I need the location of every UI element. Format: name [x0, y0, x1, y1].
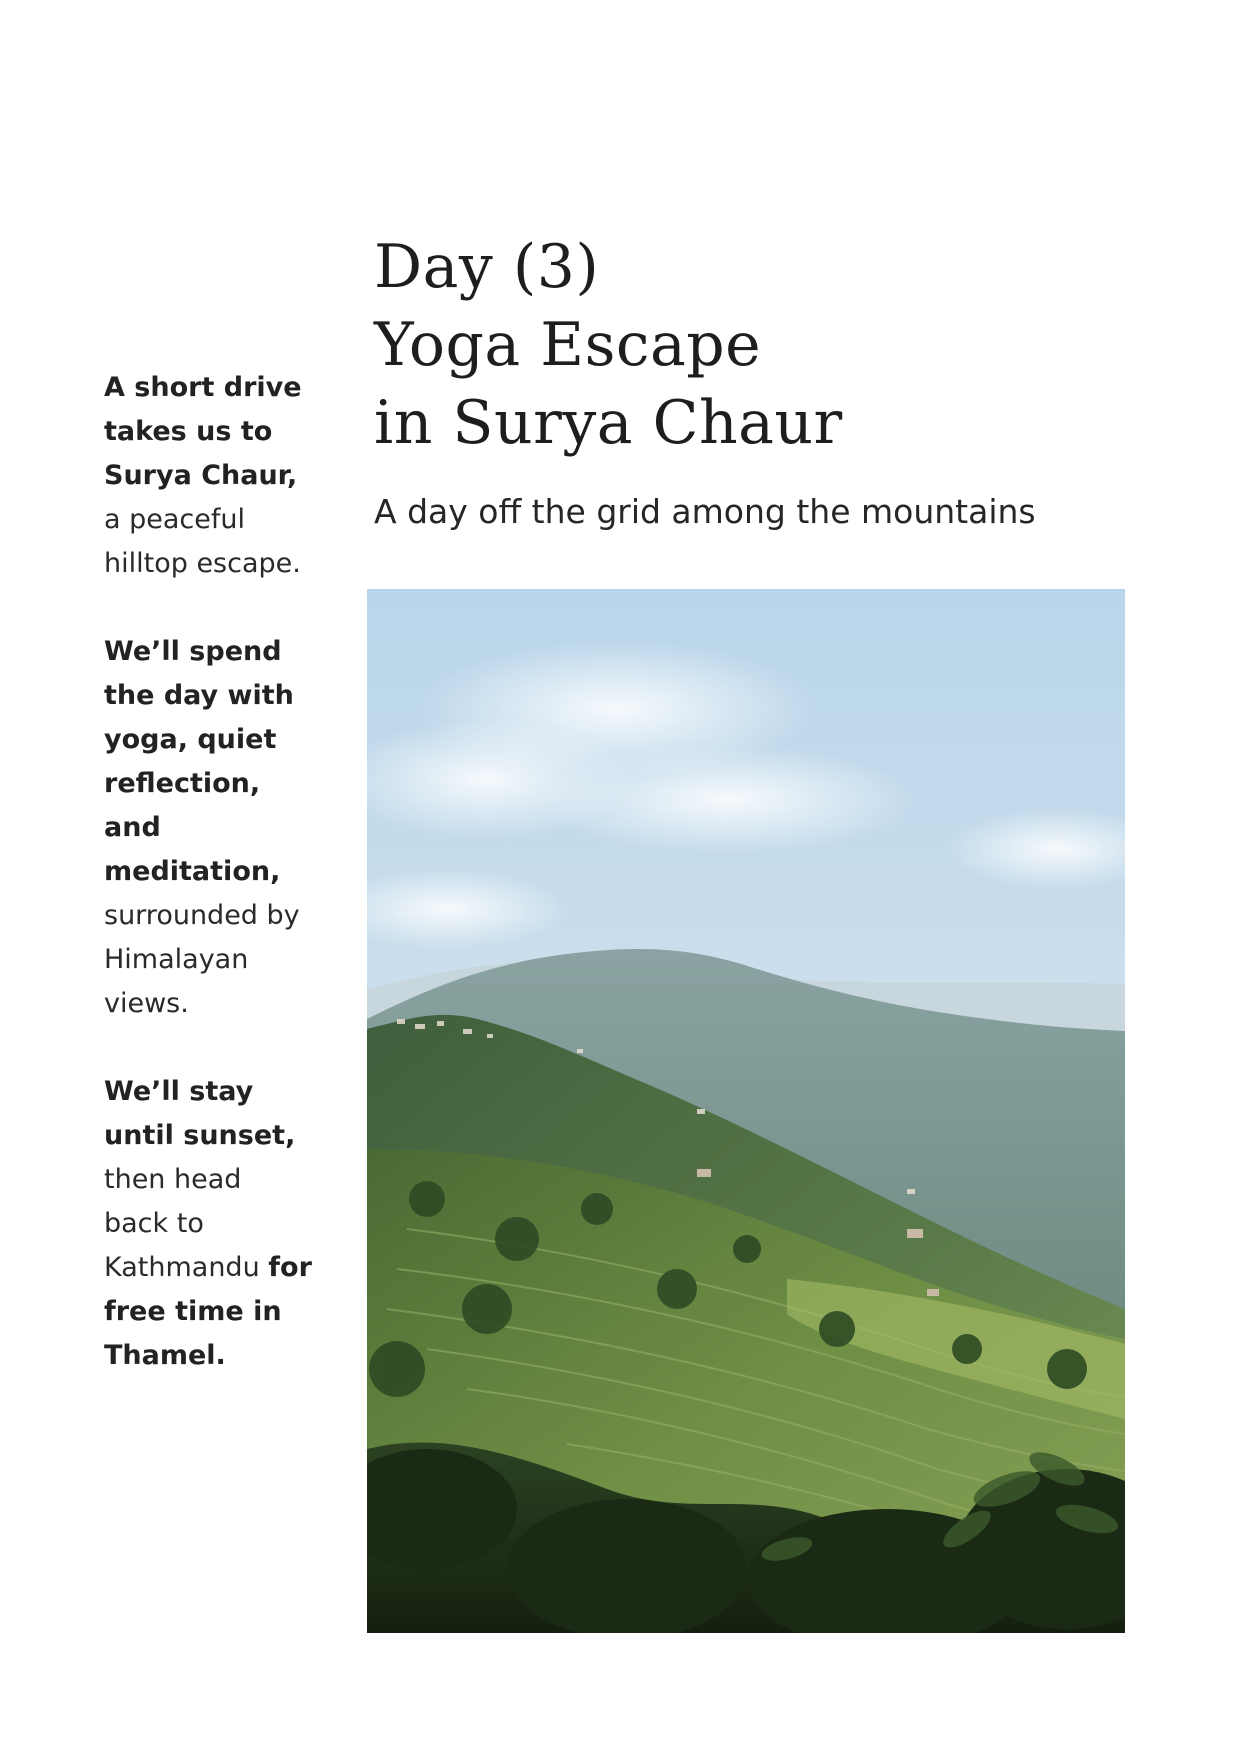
side-paragraph-2: [104, 630, 314, 1026]
page-subtitle: A day off the grid among the mountains: [374, 492, 1036, 531]
title-line-day: Day (3): [374, 232, 600, 302]
side-paragraph-1-regular: a peaceful hilltop escape.: [104, 504, 301, 579]
side-paragraph-3-bold-2: for free time in Thamel.: [104, 1252, 312, 1371]
side-paragraph-2-regular: surrounded by Himalayan views.: [104, 900, 300, 1019]
side-paragraph-1-bold: A short drive takes us to Surya Chaur,: [104, 372, 302, 491]
side-paragraph-3: [104, 1070, 314, 1378]
side-paragraph-2-bold: We’ll spend the day with yoga, quiet reflection, and meditation,: [104, 636, 294, 887]
side-paragraph-3-bold-1: We’ll stay until sunset,: [104, 1076, 296, 1151]
landscape-illustration: [367, 589, 1125, 1633]
side-paragraph-1: [104, 366, 314, 586]
page-title: [374, 228, 843, 462]
side-description: [104, 366, 314, 1422]
side-paragraph-3-regular: then head back to Kathmandu: [104, 1164, 260, 1283]
landscape-photo: [367, 589, 1125, 1633]
title-line-place: in Surya Chaur: [374, 388, 843, 458]
title-line-yoga: Yoga Escape: [374, 310, 762, 380]
